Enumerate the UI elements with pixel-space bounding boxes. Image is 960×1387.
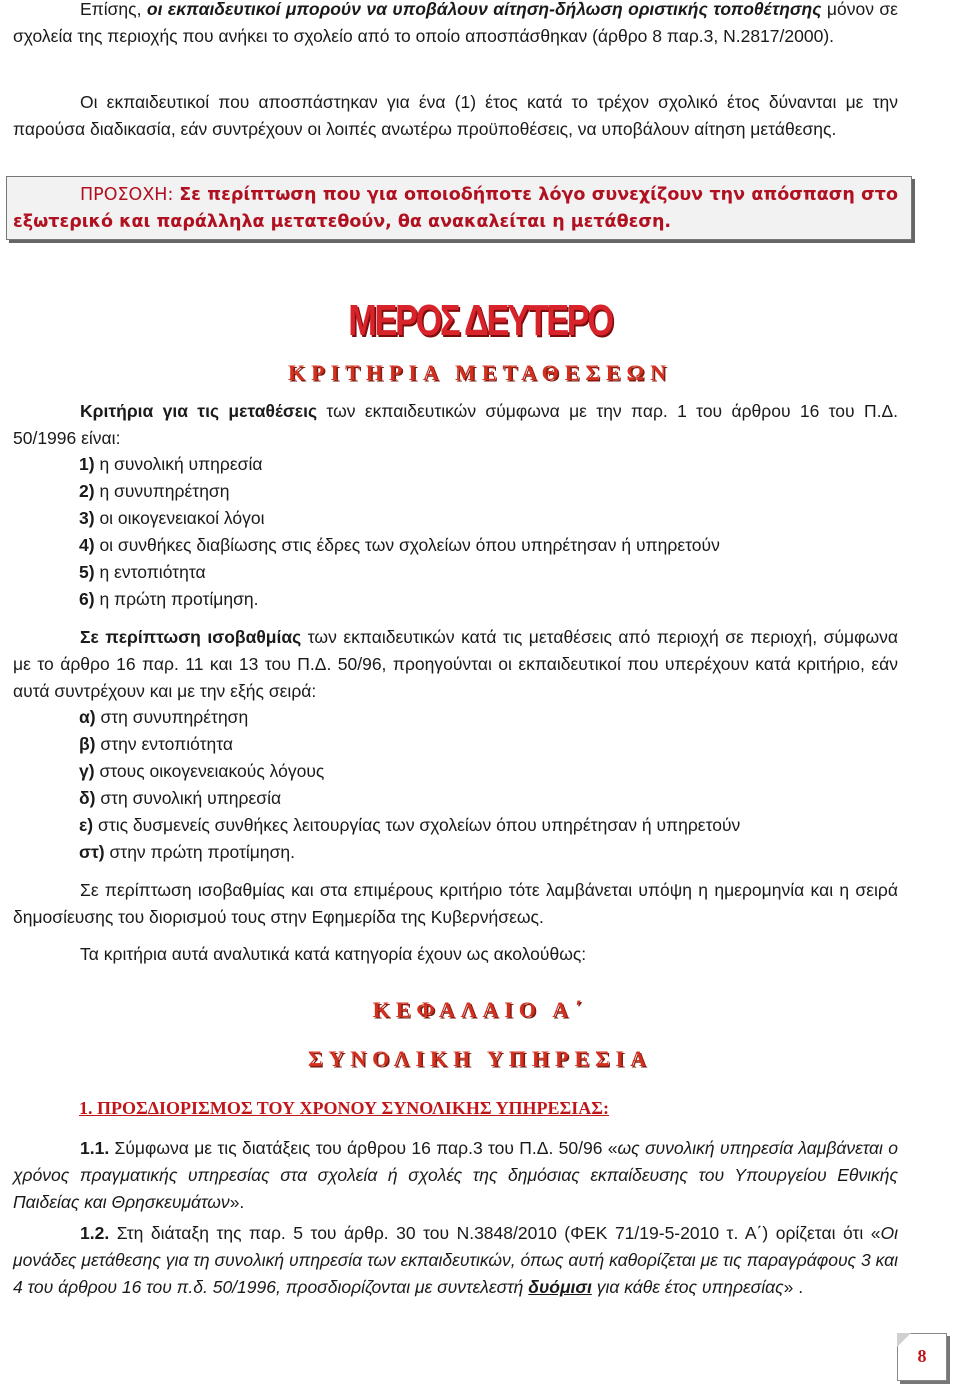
criteria-item-1: 1) η συνολική υπηρεσία (79, 454, 263, 474)
intro-paragraph-2: Οι εκπαιδευτικοί που αποσπάστηκαν για ένα (1) έτος κατά το τρέχον σχολικό έτος δύνανται με την παρούσα διαδικασία, εάν συντρέχουν οι λοιπές ανωτέρω προϋποθέσεις, να υποβάλουν αίτηση μετάθεσης. (13, 92, 898, 139)
criteria-item-5: 5) η εντοπιότητα (79, 562, 206, 582)
tie-item-a: α) στη συνυπηρέτηση (79, 707, 249, 727)
tie-item-c: γ) στους οικογενειακούς λόγους (79, 761, 325, 781)
tie-item-b: β) στην εντοπιότητα (79, 734, 234, 754)
criteria-title: ΚΡΙΤΗΡΙΑ ΜΕΤΑΘΕΣΕΩΝ (287, 360, 672, 385)
section-1-1: 1.1. Σύμφωνα με τις διατάξεις του άρθρου 16 παρ.3 του Π.Δ. 50/96 «ως συνολική υπηρεσία λαμβάνεται ο χρόνος πραγματικής υπηρεσίας στα σχολεία ή σχολές της δημόσιας εκπαίδευσης του Υπουργείου Εθνικής Παιδείας και Θρησκευμάτων». (13, 1138, 898, 1212)
tie-item-e: ε) στις δυσμενείς συνθήκες λειτουργίας των σχολείων όπου υπηρέτησαν ή υπηρετούν (79, 815, 741, 835)
warning-text: ΠΡΟΣΟΧΗ: Σε περίπτωση που για οποιοδήποτε λόγο συνεχίζουν την απόσπαση στο εξωτερικό και παράλληλα μετατεθούν, θα ανακαλείται η μετάθεση. (13, 185, 898, 232)
tie-paragraph: Σε περίπτωση ισοβαθμίας των εκπαιδευτικών κατά τις μεταθέσεις από περιοχή σε περιοχή, σύμφωνα με το άρθρο 16 παρ. 11 και 13 του Π.Δ. 50/96, προηγούνται οι εκπαιδευτικοί που υπερέχουν κατά κριτήριο, εάν αυτά συντρέχουν και με την εξής σειρά: (13, 627, 898, 701)
criteria-intro: Κριτήρια για τις μεταθέσεις των εκπαιδευτικών σύμφωνα με την παρ. 1 του άρθρου 16 του Π.Δ. 50/1996 είναι: (13, 401, 898, 448)
section-heading: 1. ΠΡΟΣΔΙΟΡΙΣΜΟΣ ΤΟΥ ΧΡΟΝΟΥ ΣΥΝΟΛΙΚΗΣ ΥΠΗΡΕΣΙΑΣ: (79, 1098, 609, 1118)
tie-item-st: στ) στην πρώτη προτίμηση. (79, 842, 296, 862)
page-number-badge (897, 1333, 947, 1381)
criteria-item-6: 6) η πρώτη προτίμηση. (79, 589, 259, 609)
page-number: 8 (917, 1346, 927, 1366)
section-1-2: 1.2. Στη διάταξη της παρ. 5 του άρθρ. 30 του Ν.3848/2010 (ΦΕΚ 71/19-5-2010 τ. Α΄) ορίζεται ότι «Οι μονάδες μετάθεσης για τη συνολική υπηρεσία των εκπαιδευτικών, όπως αυτή καθορίζεται με τις παραγράφους 3 και 4 του άρθρου 16 του π.δ. 50/1996, προσδιορίζονται με συντελεστή δυόμισι για κάθε έτος υπηρεσίας» . (13, 1223, 898, 1297)
tie-item-d: δ) στη συνολική υπηρεσία (79, 788, 282, 808)
categories-intro: Τα κριτήρια αυτά αναλυτικά κατά κατηγορία έχουν ως ακολούθως: (80, 944, 587, 964)
criteria-item-4: 4) οι συνθήκες διαβίωσης στις έδρες των σχολείων όπου υπηρέτησαν ή υπηρετούν (79, 535, 720, 555)
intro-paragraph-1: Επίσης, οι εκπαιδευτικοί μπορούν να υποβάλουν αίτηση-δήλωση οριστικής τοποθέτησης μόνον σε σχολεία της περιοχής που ανήκει το σχολείο από το οποίο αποσπάσθηκαν (άρθρο 8 παρ.3, Ν.2817/2000). (13, 0, 898, 46)
criteria-item-2: 2) η συνυπηρέτηση (79, 481, 230, 501)
tie-paragraph-2: Σε περίπτωση ισοβαθμίας και στα επιμέρους κριτήριο τότε λαμβάνεται υπόψη η ημερομηνία και η σειρά δημοσίευσης του διορισμού τους στην Εφημερίδα της Κυβερνήσεως. (13, 880, 898, 927)
part-title: ΜΕΡΟΣ ΔΕΥΤΕΡΟ (348, 296, 612, 345)
criteria-item-3: 3) οι οικογενειακοί λόγοι (79, 508, 265, 528)
chapter-title: ΚΕΦΑΛΑΙΟ Α΄ (372, 997, 588, 1022)
chapter-subtitle: ΣΥΝΟΛΙΚΗ ΥΠΗΡΕΣΙΑ (308, 1046, 652, 1071)
intro-emphasis: οι εκπαιδευτικοί μπορούν να υποβάλουν αίτηση-δήλωση οριστικής τοποθέτησης (146, 0, 822, 19)
